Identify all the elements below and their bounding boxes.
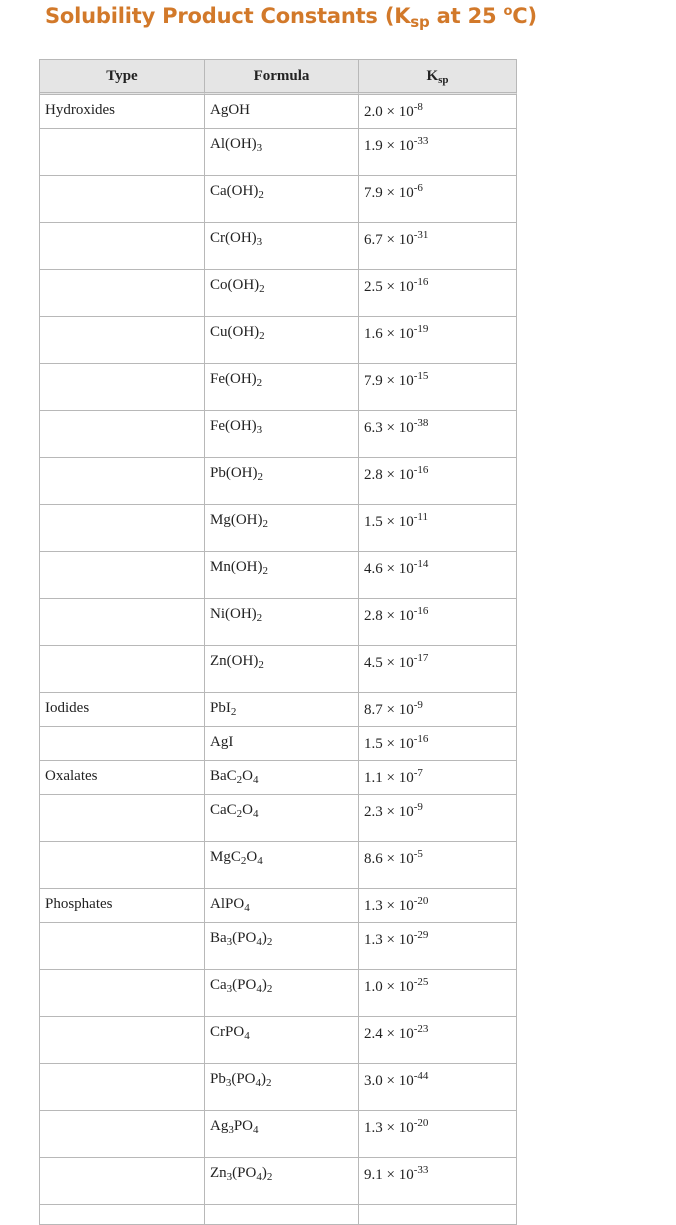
table-row <box>40 1064 517 1111</box>
formula-subscript: 2 <box>262 565 268 577</box>
ksp-mantissa: 1.5 × 10 <box>364 736 414 752</box>
formula-subscript: 4 <box>253 1124 259 1136</box>
type-cell <box>40 727 205 761</box>
formula-subscript: 2 <box>266 983 273 995</box>
header-ksp-subscript: sp <box>438 73 449 86</box>
formula-text: O <box>246 849 258 865</box>
type-cell <box>40 552 205 599</box>
table-row <box>40 505 517 552</box>
formula-subscript: 2 <box>257 471 263 483</box>
formula-subscript: 4 <box>255 1077 262 1089</box>
formula-text: Ca <box>210 977 227 993</box>
empty-cell <box>40 1205 205 1225</box>
ksp-cell <box>359 693 517 727</box>
type-cell <box>40 970 205 1017</box>
table-row <box>40 364 517 411</box>
table-row <box>40 1111 517 1158</box>
formula-text: AgI <box>210 734 234 750</box>
ksp-cell <box>359 761 517 795</box>
type-cell <box>40 317 205 364</box>
ksp-mantissa: 6.3 × 10 <box>364 420 414 436</box>
ksp-exponent: -7 <box>413 767 423 779</box>
ksp-cell <box>359 129 517 176</box>
type-cell <box>40 411 205 458</box>
formula-cell <box>205 693 359 727</box>
formula-text: PbI <box>210 700 231 716</box>
ksp-exponent: -44 <box>413 1070 429 1082</box>
ksp-mantissa: 2.3 × 10 <box>364 804 414 820</box>
formula-text: Cr(OH) <box>210 230 257 246</box>
formula-subscript: 2 <box>236 808 243 820</box>
table-row <box>40 795 517 842</box>
table-row <box>40 889 517 923</box>
table-row <box>40 95 517 129</box>
formula-subscript: 3 <box>226 936 233 948</box>
ksp-table <box>39 59 517 1225</box>
ksp-exponent: -16 <box>413 605 429 617</box>
formula-subscript: 3 <box>225 1077 232 1089</box>
formula-cell <box>205 1064 359 1111</box>
ksp-exponent: -5 <box>413 848 423 860</box>
type-cell <box>40 1111 205 1158</box>
formula-subscript: 2 <box>256 612 263 624</box>
formula-subscript: 2 <box>236 774 243 786</box>
ksp-mantissa: 2.8 × 10 <box>364 467 414 483</box>
table-row <box>40 842 517 889</box>
formula-text: ) <box>261 977 267 993</box>
header-ksp-label: K <box>426 67 439 84</box>
ksp-mantissa: 1.3 × 10 <box>364 932 414 948</box>
table-row <box>40 970 517 1017</box>
formula-cell <box>205 176 359 223</box>
formula-cell <box>205 411 359 458</box>
formula-subscript: 4 <box>257 855 263 867</box>
type-cell: Phosphates <box>40 889 205 923</box>
table-body <box>40 95 517 1225</box>
type-cell <box>40 1017 205 1064</box>
table-row <box>40 599 517 646</box>
table-row <box>40 223 517 270</box>
formula-text: (PO <box>232 930 257 946</box>
type-cell <box>40 223 205 270</box>
ksp-exponent: -29 <box>413 929 429 941</box>
formula-text: Zn(OH) <box>210 653 259 669</box>
formula-subscript: 2 <box>259 330 265 342</box>
table-row <box>40 270 517 317</box>
title-mid: at 25 <box>429 4 504 28</box>
title-suffix: C) <box>512 4 537 28</box>
ksp-mantissa: 2.0 × 10 <box>364 104 414 120</box>
formula-cell <box>205 223 359 270</box>
formula-text: MgC <box>210 849 241 865</box>
formula-text: ) <box>261 930 267 946</box>
type-cell: Hydroxides <box>40 95 205 129</box>
formula-text: (PO <box>231 1071 256 1087</box>
formula-text: Mn(OH) <box>210 559 263 575</box>
ksp-exponent: -11 <box>413 511 428 523</box>
page-title <box>45 4 537 31</box>
formula-text: PO <box>233 1118 254 1134</box>
formula-cell <box>205 970 359 1017</box>
table-row <box>40 727 517 761</box>
formula-subscript: 2 <box>266 1077 272 1089</box>
formula-subscript: 2 <box>266 1171 273 1183</box>
type-cell: Iodides <box>40 693 205 727</box>
ksp-exponent: -16 <box>413 276 429 288</box>
formula-text: Ba <box>210 930 227 946</box>
type-cell <box>40 599 205 646</box>
formula-cell <box>205 364 359 411</box>
ksp-mantissa: 7.9 × 10 <box>364 185 414 201</box>
type-cell <box>40 1064 205 1111</box>
formula-cell <box>205 1158 359 1205</box>
formula-text: Fe(OH) <box>210 371 257 387</box>
ksp-mantissa: 4.6 × 10 <box>364 561 414 577</box>
table-row <box>40 552 517 599</box>
formula-cell <box>205 761 359 795</box>
header-row <box>40 60 517 95</box>
formula-text: Ni(OH) <box>210 606 257 622</box>
header-ksp <box>359 60 517 95</box>
ksp-exponent: -33 <box>413 1164 429 1176</box>
formula-text: CrPO <box>210 1024 245 1040</box>
ksp-cell <box>359 223 517 270</box>
formula-text: CaC <box>210 802 237 818</box>
formula-cell <box>205 646 359 693</box>
header-formula: Formula <box>205 60 359 95</box>
formula-cell <box>205 458 359 505</box>
formula-subscript: 3 <box>256 236 263 248</box>
type-cell <box>40 129 205 176</box>
formula-subscript: 2 <box>258 189 264 201</box>
formula-subscript: 2 <box>266 936 273 948</box>
ksp-mantissa: 9.1 × 10 <box>364 1167 414 1183</box>
ksp-exponent: -38 <box>413 417 429 429</box>
formula-text: Cu(OH) <box>210 324 260 340</box>
table-row <box>40 1017 517 1064</box>
ksp-cell <box>359 176 517 223</box>
ksp-cell <box>359 364 517 411</box>
title-subscript: sp <box>410 13 430 31</box>
ksp-mantissa: 1.3 × 10 <box>364 898 414 914</box>
title-prefix: Solubility Product Constants (K <box>45 4 411 28</box>
table-row <box>40 693 517 727</box>
formula-text: ) <box>261 1165 267 1181</box>
ksp-exponent: -6 <box>413 182 423 194</box>
formula-cell <box>205 1017 359 1064</box>
ksp-cell <box>359 923 517 970</box>
type-cell <box>40 270 205 317</box>
ksp-exponent: -20 <box>413 895 429 907</box>
ksp-exponent: -15 <box>413 370 429 382</box>
type-cell <box>40 923 205 970</box>
empty-cell <box>205 1205 359 1225</box>
formula-cell <box>205 270 359 317</box>
formula-subscript: 4 <box>244 1030 250 1042</box>
formula-cell <box>205 923 359 970</box>
formula-cell <box>205 95 359 129</box>
formula-cell <box>205 505 359 552</box>
formula-subscript: 4 <box>253 808 259 820</box>
ksp-mantissa: 1.0 × 10 <box>364 979 414 995</box>
ksp-exponent: -25 <box>413 976 429 988</box>
formula-subscript: 4 <box>256 983 262 995</box>
type-cell <box>40 1158 205 1205</box>
formula-subscript: 2 <box>256 377 263 389</box>
formula-subscript: 2 <box>258 659 264 671</box>
ksp-cell <box>359 842 517 889</box>
table-row <box>40 411 517 458</box>
table-row <box>40 646 517 693</box>
ksp-cell <box>359 411 517 458</box>
formula-subscript: 2 <box>240 855 247 867</box>
table-row <box>40 176 517 223</box>
ksp-mantissa: 3.0 × 10 <box>364 1073 414 1089</box>
empty-cell <box>359 1205 517 1225</box>
title-degree: o <box>503 4 513 19</box>
ksp-mantissa: 1.3 × 10 <box>364 1120 414 1136</box>
ksp-cell <box>359 317 517 364</box>
ksp-mantissa: 2.5 × 10 <box>364 279 414 295</box>
ksp-mantissa: 4.5 × 10 <box>364 655 414 671</box>
ksp-cell <box>359 458 517 505</box>
ksp-mantissa: 1.5 × 10 <box>364 514 414 530</box>
type-cell <box>40 842 205 889</box>
formula-subscript: 4 <box>256 936 262 948</box>
formula-subscript: 2 <box>262 518 268 530</box>
formula-subscript: 2 <box>230 706 237 718</box>
formula-text: AgOH <box>210 102 250 118</box>
type-cell <box>40 364 205 411</box>
type-cell: Oxalates <box>40 761 205 795</box>
formula-cell <box>205 317 359 364</box>
ksp-exponent: -20 <box>413 1117 429 1129</box>
type-cell <box>40 505 205 552</box>
formula-text: Pb <box>210 1071 226 1087</box>
ksp-mantissa: 2.4 × 10 <box>364 1026 414 1042</box>
formula-cell <box>205 599 359 646</box>
formula-text: Ag <box>210 1118 229 1134</box>
ksp-exponent: -14 <box>413 558 429 570</box>
ksp-mantissa: 1.1 × 10 <box>364 770 414 786</box>
formula-text: BaC <box>210 768 237 784</box>
ksp-cell <box>359 95 517 129</box>
table-row <box>40 458 517 505</box>
table-row <box>40 761 517 795</box>
formula-text: AlPO <box>210 896 245 912</box>
formula-subscript: 3 <box>228 1124 234 1136</box>
formula-subscript: 2 <box>259 283 265 295</box>
formula-text: Pb(OH) <box>210 465 258 481</box>
ksp-mantissa: 2.8 × 10 <box>364 608 414 624</box>
type-cell <box>40 795 205 842</box>
ksp-exponent: -16 <box>413 464 429 476</box>
ksp-cell <box>359 1064 517 1111</box>
ksp-exponent: -8 <box>413 101 423 113</box>
formula-text: Fe(OH) <box>210 418 257 434</box>
ksp-cell <box>359 505 517 552</box>
ksp-mantissa: 8.6 × 10 <box>364 851 414 867</box>
ksp-exponent: -9 <box>413 699 423 711</box>
formula-text: Mg(OH) <box>210 512 263 528</box>
formula-subscript: 3 <box>256 424 263 436</box>
ksp-mantissa: 1.6 × 10 <box>364 326 414 342</box>
formula-subscript: 3 <box>256 142 263 154</box>
table-row <box>40 129 517 176</box>
table-row-continuation <box>40 1205 517 1225</box>
formula-text: Zn <box>210 1165 227 1181</box>
ksp-mantissa: 6.7 × 10 <box>364 232 414 248</box>
formula-cell <box>205 552 359 599</box>
ksp-mantissa: 1.9 × 10 <box>364 138 414 154</box>
formula-subscript: 4 <box>256 1171 262 1183</box>
ksp-exponent: -19 <box>413 323 429 335</box>
formula-cell <box>205 727 359 761</box>
formula-cell <box>205 1111 359 1158</box>
ksp-cell <box>359 889 517 923</box>
ksp-mantissa: 7.9 × 10 <box>364 373 414 389</box>
ksp-cell <box>359 1111 517 1158</box>
ksp-cell <box>359 1158 517 1205</box>
table-row <box>40 1158 517 1205</box>
formula-text: O <box>242 802 254 818</box>
ksp-cell <box>359 727 517 761</box>
formula-subscript: 4 <box>244 902 250 914</box>
ksp-cell <box>359 552 517 599</box>
table-row <box>40 923 517 970</box>
formula-text: (PO <box>232 1165 257 1181</box>
ksp-exponent: -9 <box>413 801 423 813</box>
formula-subscript: 4 <box>253 774 259 786</box>
formula-text: ) <box>261 1071 267 1087</box>
ksp-cell <box>359 970 517 1017</box>
type-cell <box>40 458 205 505</box>
ksp-cell <box>359 1017 517 1064</box>
formula-text: Ca(OH) <box>210 183 259 199</box>
type-cell <box>40 646 205 693</box>
formula-subscript: 3 <box>226 983 233 995</box>
formula-text: O <box>242 768 254 784</box>
ksp-exponent: -31 <box>413 229 429 241</box>
formula-text: Co(OH) <box>210 277 260 293</box>
ksp-cell <box>359 599 517 646</box>
header-type: Type <box>40 60 205 95</box>
formula-subscript: 3 <box>226 1171 233 1183</box>
formula-cell <box>205 795 359 842</box>
ksp-cell <box>359 270 517 317</box>
ksp-exponent: -23 <box>413 1023 429 1035</box>
ksp-exponent: -17 <box>413 652 429 664</box>
formula-text: (PO <box>232 977 257 993</box>
table-row <box>40 317 517 364</box>
type-cell <box>40 176 205 223</box>
ksp-cell <box>359 646 517 693</box>
ksp-cell <box>359 795 517 842</box>
formula-cell <box>205 889 359 923</box>
formula-text: Al(OH) <box>210 136 257 152</box>
ksp-mantissa: 8.7 × 10 <box>364 702 414 718</box>
ksp-exponent: -16 <box>413 733 429 745</box>
ksp-exponent: -33 <box>413 135 429 147</box>
formula-cell <box>205 842 359 889</box>
formula-cell <box>205 129 359 176</box>
